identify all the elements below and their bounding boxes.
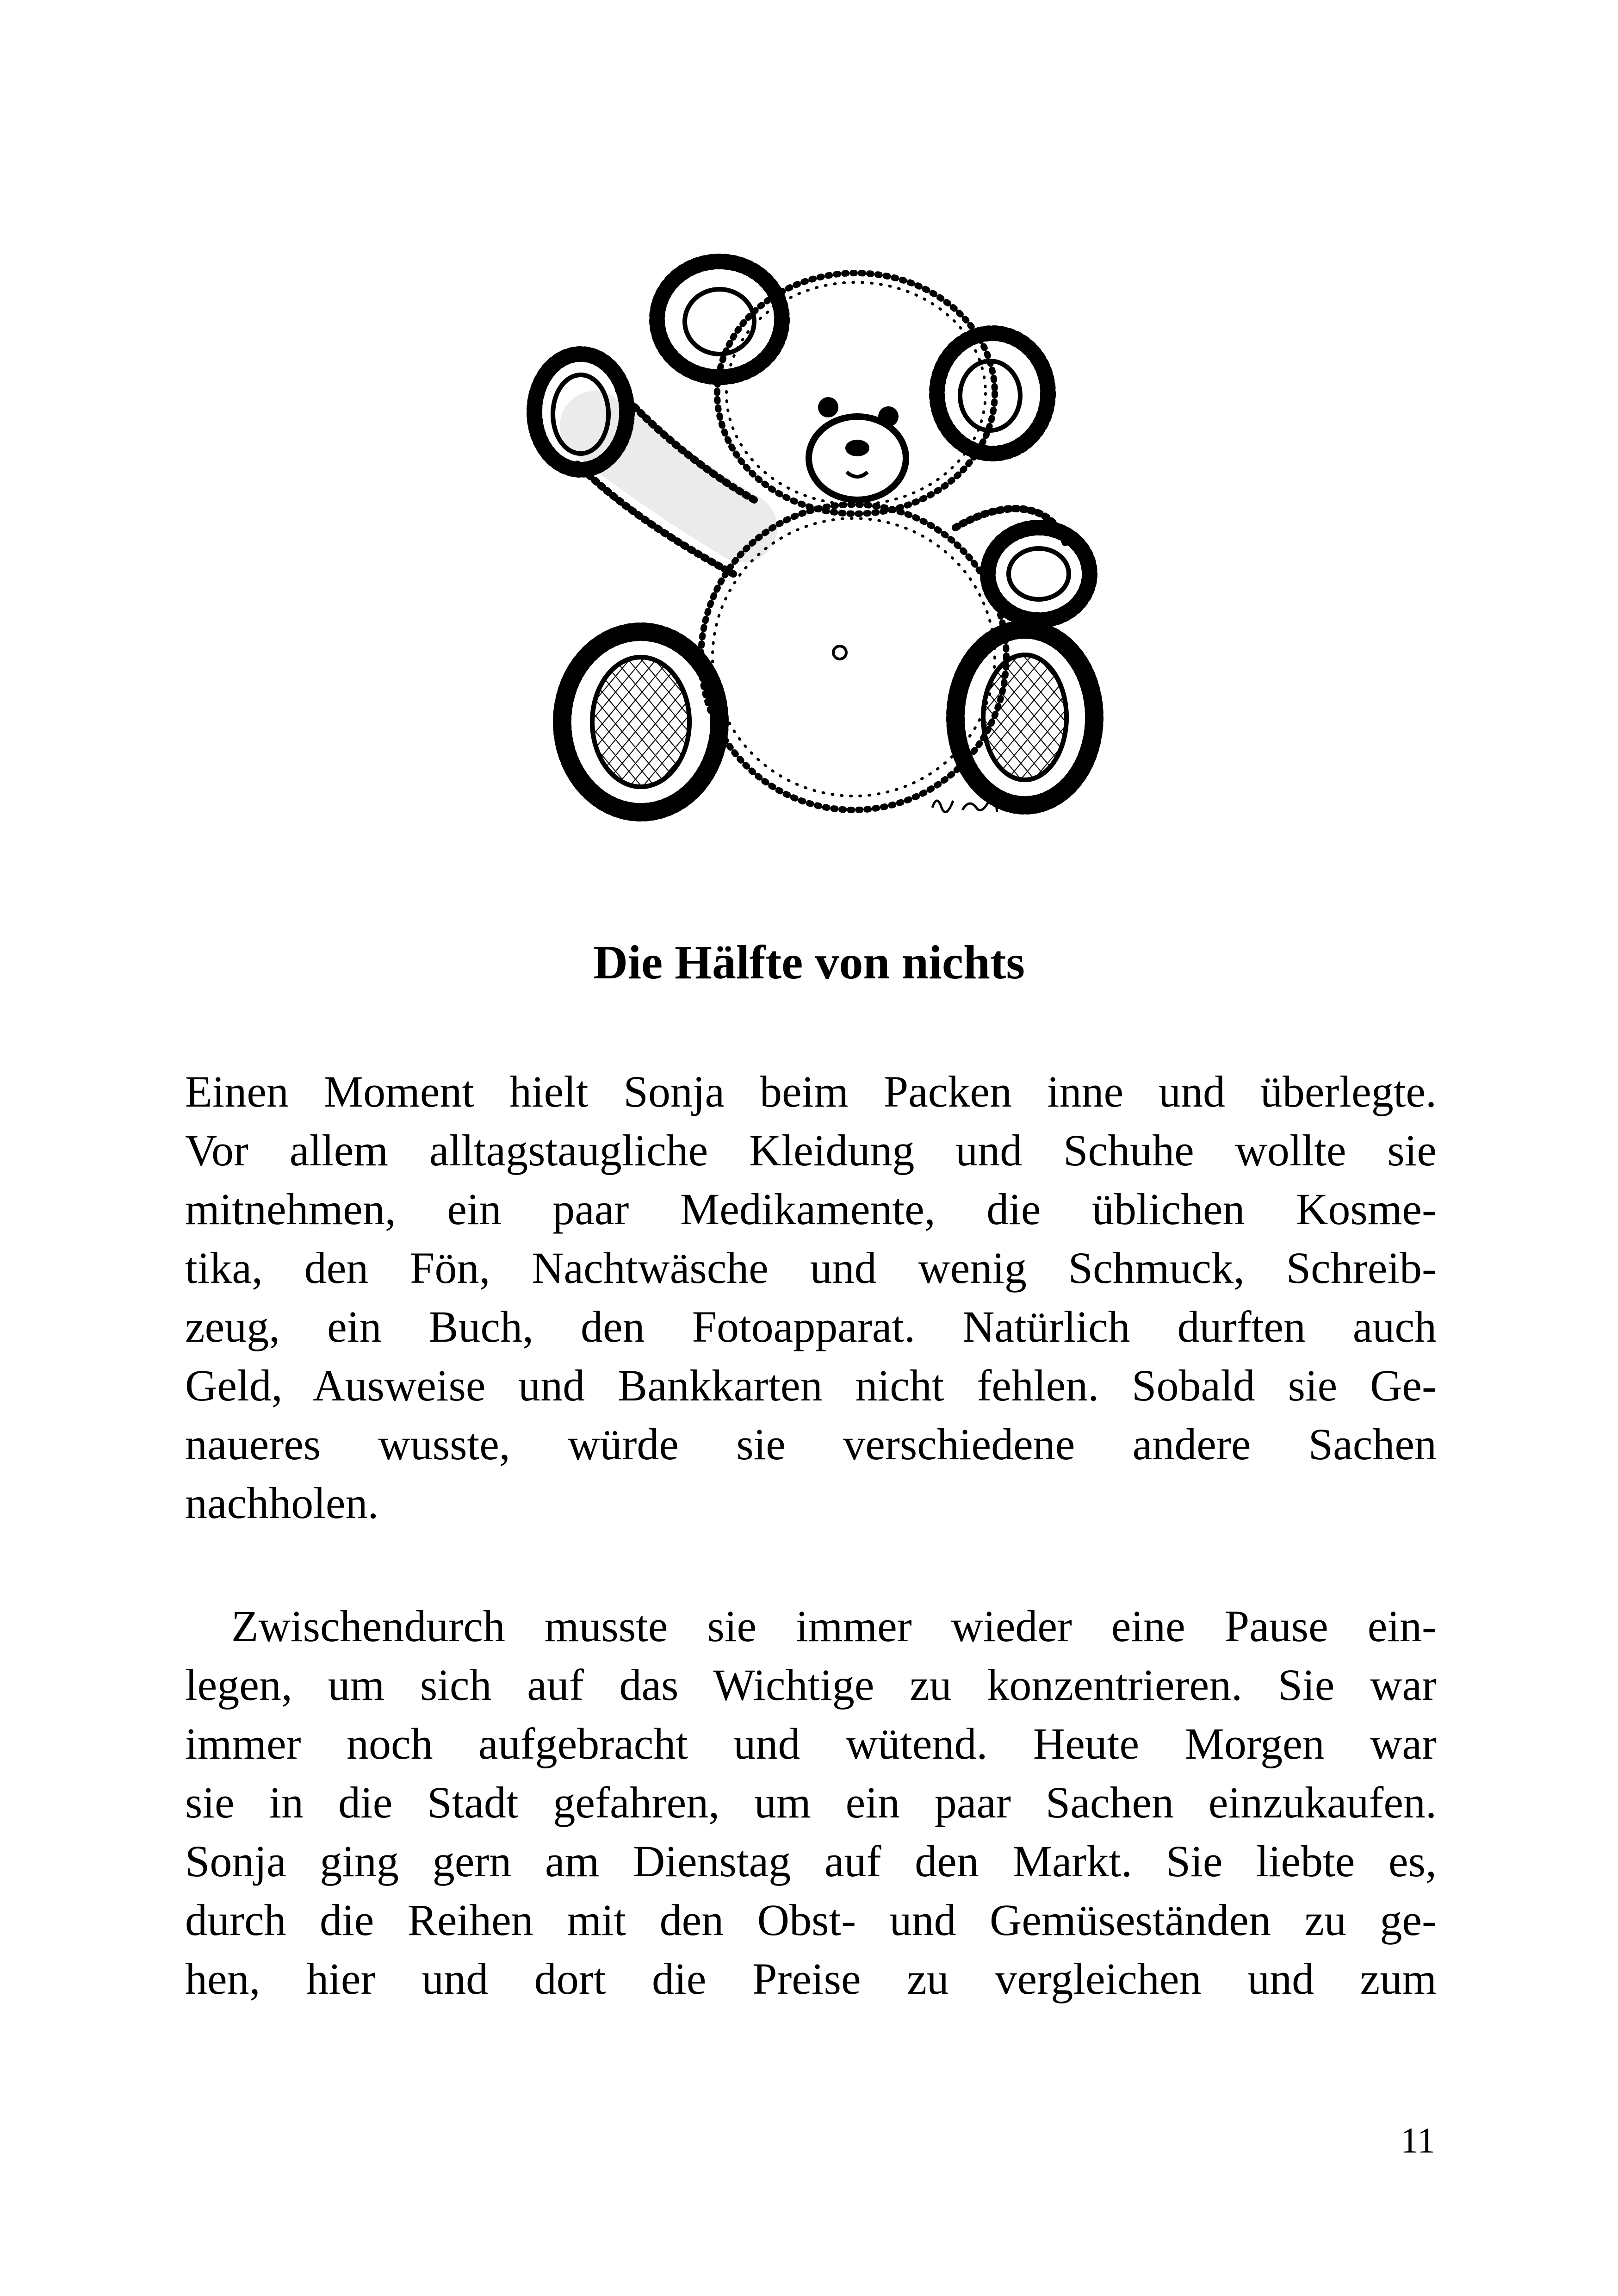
paragraph-2 — [185, 1597, 1437, 2008]
paragraph-1 — [185, 1062, 1437, 1532]
text-line: immer noch aufgebracht und wütend. Heute Morgen war — [185, 1719, 1437, 1768]
page-number: 11 — [1400, 2120, 1435, 2160]
text-line: Geld, Ausweise und Bankkarten nicht fehlen. Sobald sie Ge- — [185, 1361, 1437, 1410]
text-line: Sonja ging gern am Dienstag auf den Markt. Sie liebte es, — [185, 1836, 1437, 1886]
text-line: legen, um sich auf das Wichtige zu konzentrieren. Sie war — [185, 1660, 1437, 1710]
text-line: mitnehmen, ein paar Medikamente, die üblichen Kosme- — [185, 1184, 1437, 1234]
text-line: Einen Moment hielt Sonja beim Packen inne und überlegte. — [185, 1067, 1437, 1116]
text-line: zeug, ein Buch, den Fotoapparat. Natürlich durften auch — [185, 1302, 1437, 1351]
chapter-title: Die Hälfte von nichts — [593, 936, 1025, 989]
text-line: nachholen. — [185, 1478, 379, 1528]
text-line: hen, hier und dort die Preise zu vergleichen und zum — [185, 1954, 1437, 2004]
teddy-bear-illustration — [502, 241, 1154, 870]
text-line: sie in die Stadt gefahren, um ein paar Sachen einzukaufen. — [185, 1778, 1437, 1827]
text-line: tika, den Fön, Nachtwäsche und wenig Schmuck, Schreib- — [185, 1243, 1437, 1293]
text-line: durch die Reihen mit den Obst- und Gemüseständen zu ge- — [185, 1895, 1437, 1945]
text-line: naueres wusste, würde sie verschiedene andere Sachen — [185, 1419, 1437, 1469]
text-line: Zwischendurch musste sie immer wieder eine Pause ein- — [231, 1601, 1437, 1651]
text-line: Vor allem alltagstaugliche Kleidung und Schuhe wollte sie — [185, 1126, 1437, 1175]
teddy-bear-icon — [502, 241, 1154, 870]
